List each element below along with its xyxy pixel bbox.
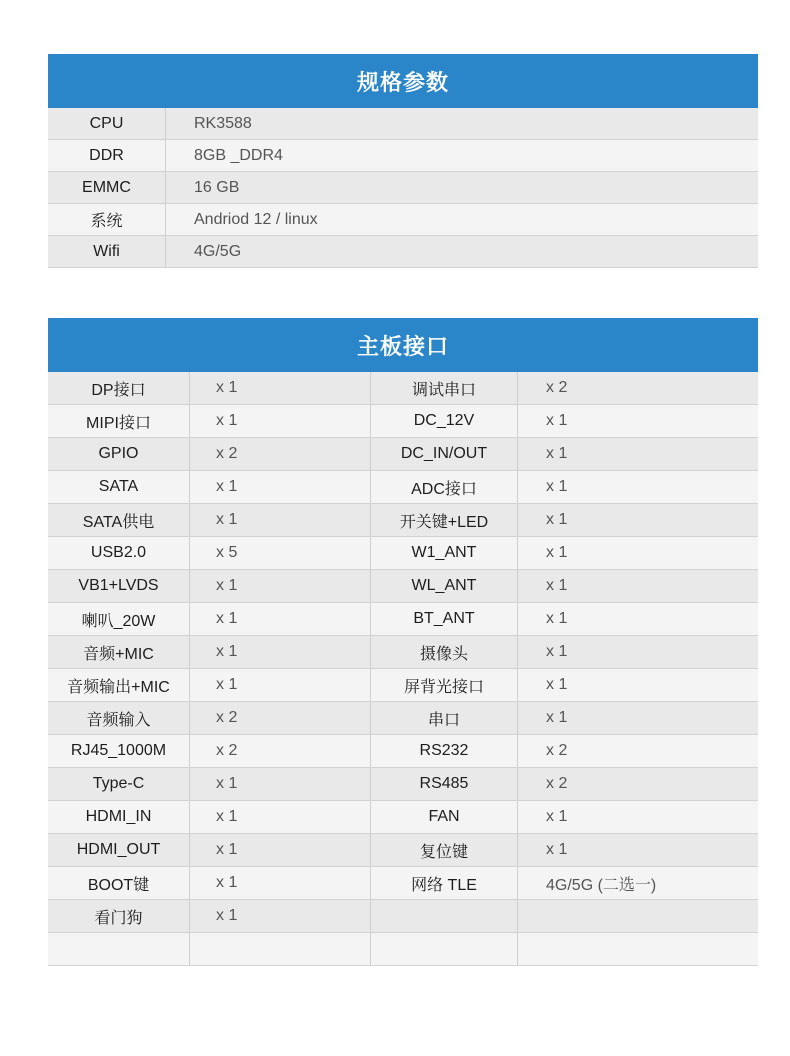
board-row	[48, 471, 758, 504]
interface-name: ADC接口	[371, 471, 518, 503]
interface-count: x 1	[546, 544, 568, 561]
interface-count: x 2	[546, 775, 568, 792]
interface-name: USB2.0	[48, 537, 190, 569]
interface-name: FAN	[371, 801, 518, 833]
spec-row	[48, 140, 758, 172]
interface-name	[371, 900, 518, 932]
interface-count: x 1	[190, 603, 371, 635]
interface-name: HDMI_OUT	[48, 834, 190, 866]
interface-count: x 2	[190, 702, 371, 734]
interface-count: x 1	[190, 834, 371, 866]
interface-count: x 1	[190, 570, 371, 602]
interface-count: x 1	[190, 900, 371, 932]
spec-row	[48, 108, 758, 140]
interface-count: x 1	[546, 808, 568, 825]
spec-label: CPU	[48, 108, 166, 139]
interface-count	[190, 933, 371, 965]
spec-label: DDR	[48, 140, 166, 171]
board-row	[48, 768, 758, 801]
interface-name: HDMI_IN	[48, 801, 190, 833]
interface-name: RJ45_1000M	[48, 735, 190, 767]
interface-count: x 5	[190, 537, 371, 569]
spec-label: Wifi	[48, 236, 166, 267]
interface-count: x 2	[546, 742, 568, 759]
board-row	[48, 867, 758, 900]
board-row	[48, 834, 758, 867]
interface-name: MIPI接口	[48, 405, 190, 437]
spec-row	[48, 172, 758, 204]
spec-label: EMMC	[48, 172, 166, 203]
interface-name: SATA	[48, 471, 190, 503]
interface-count: x 1	[546, 643, 568, 660]
board-row	[48, 372, 758, 405]
board-row	[48, 669, 758, 702]
interface-name: WL_ANT	[371, 570, 518, 602]
board-row	[48, 735, 758, 768]
interface-name: 调试串口	[371, 372, 518, 404]
interface-count: x 1	[190, 801, 371, 833]
spec-title: 规格参数	[48, 54, 758, 108]
board-row	[48, 537, 758, 570]
board-row	[48, 438, 758, 471]
spec-value: 16 GB	[194, 178, 240, 196]
spec-row	[48, 204, 758, 236]
spec-table	[48, 54, 758, 268]
interface-count: x 1	[190, 504, 371, 536]
interface-count: x 1	[546, 577, 568, 594]
spec-label: 系统	[48, 204, 166, 235]
spec-value: 8GB _DDR4	[194, 146, 283, 164]
board-row	[48, 933, 758, 966]
board-row	[48, 702, 758, 735]
interface-count	[518, 933, 758, 965]
interface-name: RS485	[371, 768, 518, 800]
interface-count: 4G/5G (二选一)	[546, 876, 657, 894]
interface-name: BT_ANT	[371, 603, 518, 635]
interface-count: x 1	[190, 669, 371, 701]
spec-value: 4G/5G	[194, 242, 242, 260]
interface-name: 喇叭_20W	[48, 603, 190, 635]
interface-count: x 1	[546, 412, 568, 429]
interface-name	[371, 933, 518, 965]
interface-name: DP接口	[48, 372, 190, 404]
spec-row	[48, 236, 758, 268]
interface-count: x 1	[546, 841, 568, 858]
interface-count: x 1	[190, 768, 371, 800]
board-row	[48, 603, 758, 636]
interface-name: 串口	[371, 702, 518, 734]
interface-name: 屏背光接口	[371, 669, 518, 701]
spec-value: Andriod 12 / linux	[194, 210, 318, 228]
board-row	[48, 504, 758, 537]
interface-count: x 1	[546, 445, 568, 462]
interface-name: 看门狗	[48, 900, 190, 932]
interface-name: Type-C	[48, 768, 190, 800]
interface-name: SATA供电	[48, 504, 190, 536]
board-row	[48, 405, 758, 438]
interface-count: x 1	[546, 610, 568, 627]
interface-count: x 2	[190, 438, 371, 470]
interface-count: x 1	[190, 372, 371, 404]
interface-name: 复位键	[371, 834, 518, 866]
interface-name: 音频+MIC	[48, 636, 190, 668]
interface-name: 摄像头	[371, 636, 518, 668]
interface-name: RS232	[371, 735, 518, 767]
board-row	[48, 801, 758, 834]
board-row	[48, 570, 758, 603]
spec-rows	[48, 108, 758, 268]
interface-name: 网络 TLE	[371, 867, 518, 899]
interface-name: DC_IN/OUT	[371, 438, 518, 470]
interface-name: 音频输入	[48, 702, 190, 734]
interface-count: x 1	[546, 511, 568, 528]
interface-count: x 1	[546, 709, 568, 726]
interface-name: DC_12V	[371, 405, 518, 437]
interface-count: x 1	[190, 867, 371, 899]
board-rows	[48, 372, 758, 966]
interface-count: x 1	[190, 471, 371, 503]
board-row	[48, 900, 758, 933]
interface-name: GPIO	[48, 438, 190, 470]
interface-name: 音频输出+MIC	[48, 669, 190, 701]
interface-count: x 1	[546, 478, 568, 495]
interface-name: W1_ANT	[371, 537, 518, 569]
interface-name: VB1+LVDS	[48, 570, 190, 602]
interface-count	[518, 900, 758, 932]
spec-value: RK3588	[194, 114, 252, 132]
interface-count: x 1	[190, 405, 371, 437]
interface-name: 开关键+LED	[371, 504, 518, 536]
board-row	[48, 636, 758, 669]
interface-count: x 1	[546, 676, 568, 693]
interface-count: x 1	[190, 636, 371, 668]
interface-name	[48, 933, 190, 965]
board-interface-table	[48, 318, 758, 966]
interface-name: BOOT键	[48, 867, 190, 899]
interface-count: x 2	[546, 379, 568, 396]
interface-count: x 2	[190, 735, 371, 767]
board-title: 主板接口	[48, 318, 758, 372]
